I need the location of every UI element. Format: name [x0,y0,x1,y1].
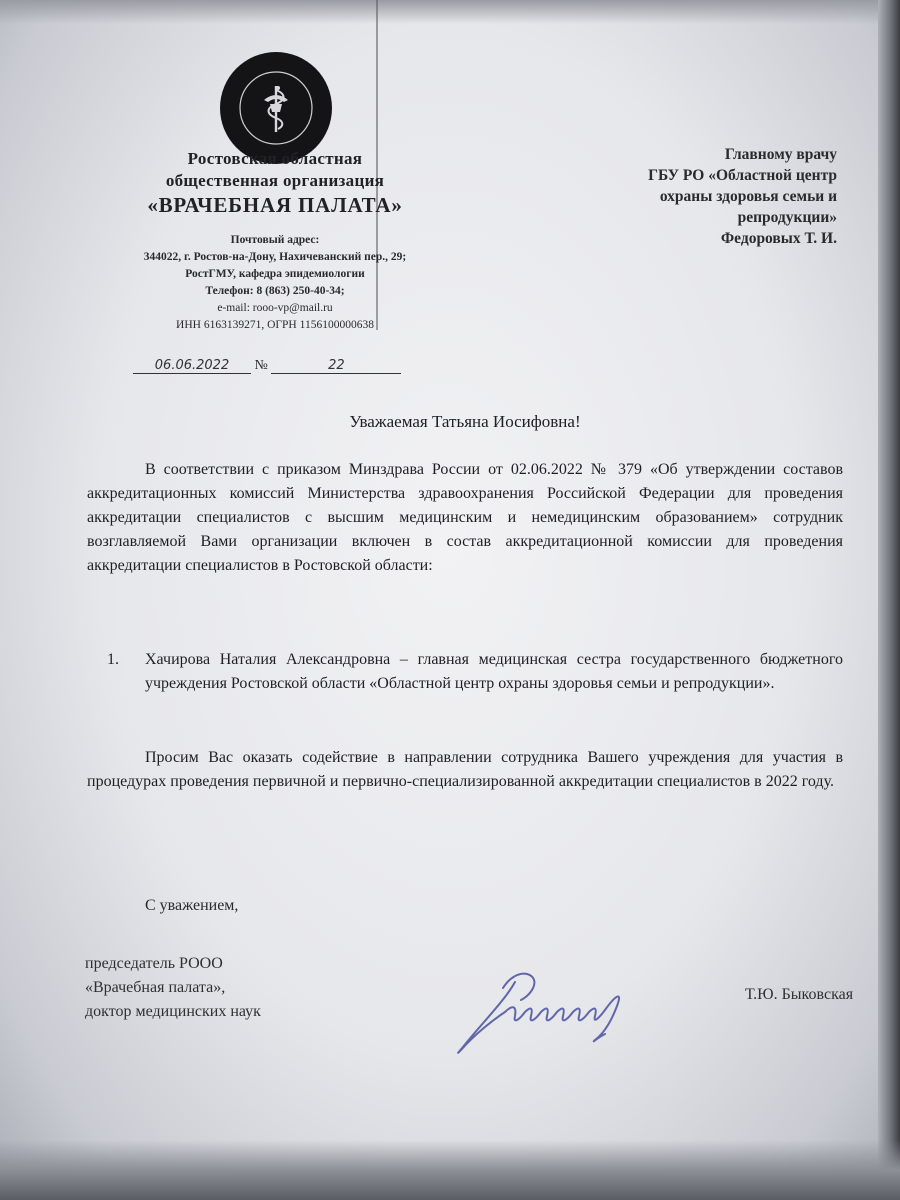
recipient-line-5: Федоровых Т. И. [720,230,837,247]
recipient-line-2: ГБУ РО «Областной центр [648,167,837,184]
email: e-mail: rooo-vp@mail.ru [217,302,333,314]
number-sign: № [254,358,268,373]
address-line-1: 344022, г. Ростов-на-Дону, Нахичеванский пер., 29; [143,251,407,263]
signer-name: Т.Ю. Быковская [745,986,854,1003]
phone: Телефон: 8 (863) 250-40-34; [205,285,345,297]
org-line-3: «ВРАЧЕБНАЯ ПАЛАТА» [147,193,403,217]
greeting: Уважаемая Татьяна Иосифовна! [349,412,581,431]
address-line-2: РостГМУ, кафедра эпидемиологии [185,268,365,280]
closing-regards: С уважением, [145,897,239,914]
list-item-number: 1. [107,651,119,668]
registration-line [133,358,401,374]
postal-details [75,232,475,334]
org-line-1: Ростовская областная [187,149,363,168]
handwritten-signature [445,960,655,1070]
registration-number: 22 [271,358,401,374]
inn-ogrn: ИНН 6163139271, ОГРН 1156100000638 [176,319,374,331]
monitor-bottom-edge [0,1140,900,1200]
paragraph-1: В соответствии с приказом Минздрава России от 02.06.2022 № 379 «Об утверждении составов аккредитационных комиссий Министерства здравоохранения Российской Федерации для проведения аккредитации специалистов с высшим медицинским и немедицинским образованием» сотрудник возглавляемой Вами организации включен в состав аккредитационной комиссии для проведения аккредитации специалистов в Ростовской области: [87,461,843,574]
list-item-text: Хачирова Наталия Александровна – главная медицинская сестра государственного бюджетного учреждения Ростовской области «Областной центр охраны здоровья семьи и репродукции». [145,651,843,692]
recipient-line-1: Главному врачу [724,146,837,163]
position-line-3: доктор медицинских наук [85,1003,261,1020]
organization-name [95,148,455,218]
recipient-line-3: охраны здоровья семьи и [659,188,837,205]
position-line-2: «Врачебная палата», [85,979,226,996]
signer-position [85,952,345,1024]
position-line-1: председатель РООО [85,955,223,972]
list-item [107,648,843,696]
registration-date: 06.06.2022 [133,358,251,374]
letter-document [55,20,855,1140]
postal-label: Почтовый адрес: [230,234,320,246]
monitor-right-edge [878,0,900,1200]
org-line-2: общественная организация [165,171,385,190]
recipient-block [555,144,837,249]
paragraph-2: Просим Вас оказать содействие в направлении сотрудника Вашего учреждения для участия в процедурах проведения первичной и первично-специализированной аккредитации специалистов в 2022 году. [87,749,843,790]
recipient-line-4: репродукции» [737,209,837,226]
